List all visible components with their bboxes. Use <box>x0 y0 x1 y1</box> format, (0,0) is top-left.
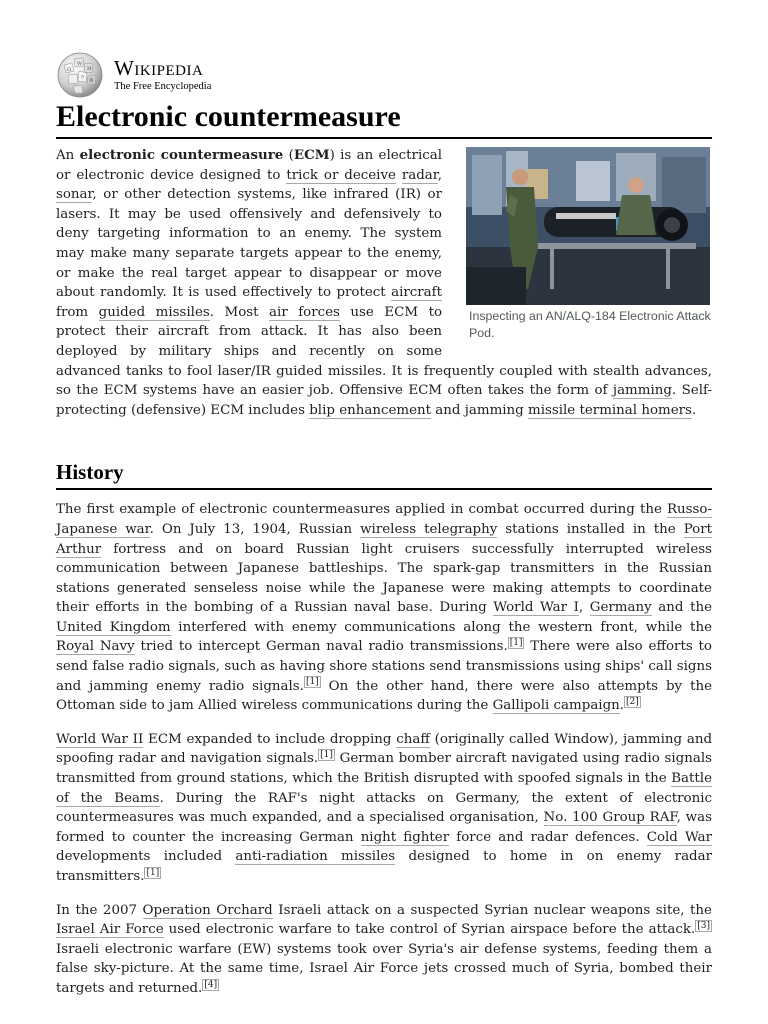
site-header <box>56 52 712 98</box>
text: , <box>437 167 442 183</box>
citation <box>695 920 712 932</box>
link-blip-enhancement[interactable]: blip enhancement <box>309 402 432 418</box>
text: used electronic warfare to take control of Syrian airspace before the attack. <box>163 922 696 938</box>
link-wireless-telegraphy[interactable]: wireless telegraphy <box>360 521 498 537</box>
text: force and radar defences. <box>449 829 647 845</box>
citation <box>202 979 219 991</box>
bold-term: ECM <box>293 147 330 163</box>
citation-link[interactable]: [3] <box>697 920 710 931</box>
link-chaff[interactable]: chaff <box>396 731 430 747</box>
text: Israeli electronic warfare (EW) systems took over Syria's air defense systems, feeding them a false sky-picture. At the same time, Israel Air Force jets crossed much of Syria, bombed their targets and returned. <box>56 941 712 996</box>
citation <box>508 637 525 649</box>
link-germany[interactable]: Germany <box>589 600 652 616</box>
text: . Self-protecting (defensive) ECM includes <box>56 383 712 418</box>
wikipedia-globe-logo-icon[interactable] <box>56 51 104 99</box>
citation <box>318 749 335 761</box>
page-title: Electronic countermeasure <box>56 100 712 139</box>
article-page <box>56 52 712 999</box>
link-united-kingdom[interactable]: United Kingdom <box>56 619 171 635</box>
link-aircraft[interactable]: aircraft <box>391 285 442 301</box>
text: There were also efforts to send false radio signals, such as having shore stations send transmissions using ships' call signs and jamming enemy radio signals. <box>56 639 712 694</box>
text: . On July 13, 1904, Russian <box>149 521 361 537</box>
text: , <box>578 600 590 616</box>
section-heading-history: History <box>56 458 712 490</box>
link-air-forces[interactable]: air forces <box>269 304 340 320</box>
text: and the <box>651 600 713 616</box>
bold-term: electronic countermeasure <box>79 147 284 163</box>
link-royal-navy[interactable]: Royal Navy <box>56 639 135 655</box>
ecm-pod-photo-image[interactable] <box>466 147 710 305</box>
history-paragraph-3 <box>56 901 712 999</box>
link-israel-air-force[interactable]: Israel Air Force <box>56 922 164 938</box>
svg-text:ウ: ウ <box>80 75 86 81</box>
article-figure <box>466 147 712 342</box>
link-guided-missiles[interactable]: guided missiles <box>98 304 210 320</box>
text: stations installed in the <box>497 521 684 537</box>
text: tried to intercept German naval radio transmissions. <box>134 639 508 655</box>
text: Israeli attack on a suspected Syrian nuclear weapons site, the <box>272 902 712 918</box>
svg-text:維: 維 <box>89 78 95 84</box>
history-paragraph-1 <box>56 500 712 716</box>
link-gallipoli-campaign[interactable]: Gallipoli campaign <box>492 698 620 714</box>
link-battle-of-the-beams[interactable]: Battle of the Beams <box>56 771 712 806</box>
wordmark[interactable] <box>114 55 212 93</box>
link-sonar[interactable]: sonar <box>56 187 93 203</box>
text: from <box>56 304 99 320</box>
text: In the 2007 <box>56 902 143 918</box>
text: On the other hand, there were also attempts by the Ottoman side to jam Allied wireless communications during the <box>56 678 712 714</box>
citation-link[interactable]: [1] <box>146 867 160 878</box>
citation-link[interactable]: [1] <box>509 638 523 648</box>
citation <box>144 867 161 879</box>
citation-link[interactable]: [1] <box>305 677 319 688</box>
text: ECM expanded to include dropping <box>143 731 397 747</box>
citation-link[interactable]: [1] <box>320 749 333 760</box>
link-anti-radiation-missiles[interactable]: anti-radiation missiles <box>235 849 396 865</box>
figure-caption: Inspecting an AN/ALQ-184 Electronic Attack Pod. <box>469 309 711 340</box>
link-world-war-ii[interactable]: World War II <box>56 731 144 747</box>
text: interfered with enemy communications along the western front, while the <box>170 619 712 635</box>
text: designed to home in on enemy radar transmitters. <box>56 849 713 884</box>
text: , was formed to counter the increasing German <box>56 810 712 845</box>
text: ( <box>283 148 294 163</box>
text: and jamming <box>431 402 529 418</box>
wordmark-name: Wikipedia <box>114 55 204 80</box>
text: . Most <box>209 304 270 320</box>
text: (originally called Window), jamming and spoofing radar and navigation signals. <box>56 731 713 767</box>
text <box>396 168 402 183</box>
link-missile-terminal-homers[interactable]: missile terminal homers <box>528 402 692 418</box>
link-russo-japanese-war[interactable]: Russo-Japanese war <box>56 502 712 537</box>
citation-link[interactable]: [4] <box>204 979 218 990</box>
text: ) is an electrical or electronic device designed to <box>56 148 443 183</box>
link-operation-orchard[interactable]: Operation Orchard <box>142 902 273 918</box>
text: , or other detection systems, like infrared (IR) or lasers. It may be used offensively and defensively to deny targeting information to an enemy. The system may make many separate targets appear to the enemy, or make the real target appear to disappear or move about randomly. It is used effectively to protect <box>56 187 442 301</box>
wordmark-tagline: The Free Encyclopedia <box>114 80 212 92</box>
link-world-war-i[interactable]: World War I <box>493 600 579 616</box>
citation-link[interactable]: [2] <box>626 696 639 707</box>
link-jamming[interactable]: jamming <box>612 383 672 399</box>
link-trick-or-deceive[interactable]: trick or deceive <box>286 167 396 183</box>
text: The first example of electronic countermeasures applied in combat occurred during the <box>56 502 667 518</box>
text: An <box>56 148 80 163</box>
text: German bomber aircraft navigated using radio signals transmitted from ground stations, which the British disrupted with spoofed signals in the <box>56 751 712 787</box>
text: developments included <box>56 849 236 865</box>
link-radar[interactable]: radar <box>401 167 438 183</box>
link-cold-war[interactable]: Cold War <box>646 829 712 845</box>
text: . During the RAF's night attacks on Germany, the extent of electronic countermeasures was much expanded, and a specialised organisation, <box>56 790 713 826</box>
citation <box>624 696 641 708</box>
link-night-fighter[interactable]: night fighter <box>360 829 450 845</box>
history-paragraph-2 <box>56 730 712 887</box>
svg-text:Ω: Ω <box>67 67 72 73</box>
citation <box>304 676 321 688</box>
text: use ECM to protect their aircraft from attack. It has also been deployed by military ships and recently on some advanced tanks to fool laser/IR guided missiles. It is frequently coupled with stealth advances, so the ECM systems have an easier job. Offensive ECM often takes the form of <box>56 304 712 399</box>
svg-text:W: W <box>77 61 83 67</box>
text: fortress and on board Russian light cruisers successfully interrupted wireless communication between Japanese battleships. The spark-gap transmitters in the Russian stations generated senseless noise while the Japanese were making attempts to coordinate their efforts in the bombing of a Russian naval base. During <box>56 541 712 616</box>
link-no-100-group-raf[interactable]: No. 100 Group RAF <box>543 810 677 826</box>
link-port-arthur[interactable]: Port Arthur <box>56 521 712 557</box>
text: . <box>619 698 625 714</box>
svg-text:И: И <box>87 66 92 72</box>
text: . <box>691 402 697 418</box>
